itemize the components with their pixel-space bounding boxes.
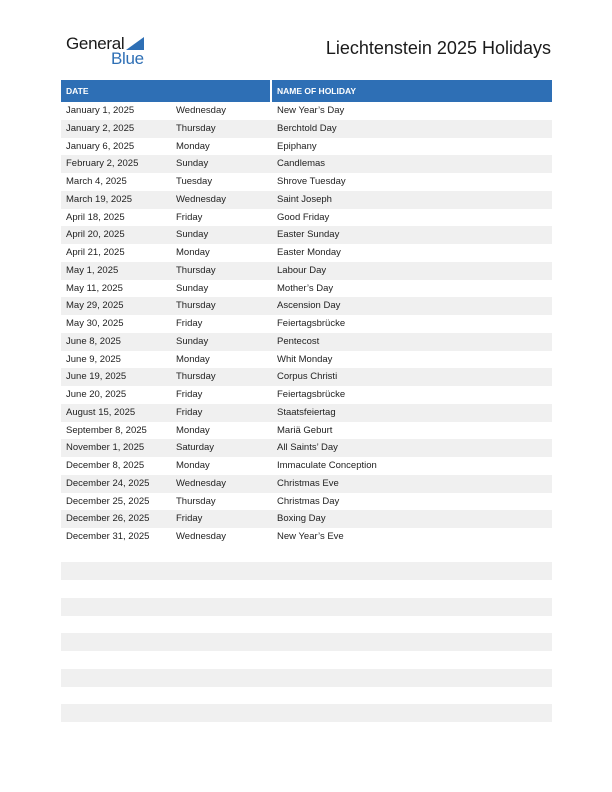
table-row [61, 315, 552, 333]
holiday-name: Berchtold Day [277, 122, 337, 134]
table-row [61, 333, 552, 351]
holiday-name: Whit Monday [277, 353, 333, 365]
holiday-name: Feiertagsbrücke [277, 318, 346, 329]
holiday-date: May 29, 2025 [66, 300, 124, 312]
holiday-weekday: Sunday [176, 158, 209, 170]
holiday-date: February 2, 2025 [66, 158, 139, 170]
table-row [61, 102, 552, 120]
holiday-name: Ascension Day [277, 300, 341, 312]
holiday-name: Christmas Day [277, 495, 340, 507]
holiday-weekday: Sunday [176, 282, 209, 294]
holiday-weekday: Friday [176, 389, 203, 400]
holiday-name: Staatsfeiertag [277, 406, 336, 418]
holiday-name: New Year’s Day [277, 105, 345, 116]
holiday-date: December 24, 2025 [66, 477, 150, 489]
holiday-name: Saint Joseph [277, 193, 332, 205]
holiday-date: April 21, 2025 [66, 247, 125, 258]
holiday-date: May 11, 2025 [66, 282, 123, 294]
table-row [61, 351, 552, 369]
table-row [61, 510, 552, 528]
table-row [61, 262, 552, 280]
table-row [61, 457, 552, 475]
table-row [61, 226, 552, 244]
holiday-weekday: Sunday [176, 229, 209, 241]
table-row [61, 138, 552, 156]
holiday-weekday: Monday [176, 140, 210, 152]
holiday-date: April 18, 2025 [66, 211, 125, 223]
holiday-table-body [61, 102, 552, 546]
holiday-name: New Year’s Eve [277, 531, 344, 542]
holiday-weekday: Friday [176, 211, 203, 223]
holiday-name: Labour Day [277, 264, 327, 276]
holiday-name: Epiphany [277, 140, 317, 152]
holiday-name: Mariä Geburt [277, 424, 333, 436]
holiday-weekday: Wednesday [176, 193, 226, 205]
empty-row [61, 598, 552, 616]
empty-row [61, 633, 552, 651]
holiday-date: June 19, 2025 [66, 371, 127, 383]
empty-row [61, 669, 552, 687]
holiday-name: Easter Sunday [277, 229, 340, 241]
holiday-weekday: Monday [176, 424, 210, 436]
table-row [61, 368, 552, 386]
page-title: Liechtenstein 2025 Holidays [325, 38, 551, 58]
holiday-name: Feiertagsbrücke [277, 389, 346, 400]
holiday-date: September 8, 2025 [66, 424, 147, 436]
table-row [61, 191, 552, 209]
logo-word-blue: Blue [111, 49, 144, 68]
table-row [61, 386, 552, 404]
holiday-name: Candlemas [277, 158, 326, 170]
empty-row [61, 562, 552, 580]
holiday-date: December 8, 2025 [66, 460, 145, 471]
holiday-weekday: Saturday [176, 442, 215, 454]
holiday-weekday: Thursday [176, 122, 216, 134]
table-row [61, 244, 552, 262]
holiday-weekday: Thursday [176, 371, 216, 383]
holiday-name: Shrove Tuesday [277, 176, 346, 187]
table-header [61, 80, 552, 102]
holiday-weekday: Wednesday [176, 477, 226, 489]
holiday-weekday: Sunday [176, 335, 209, 347]
holiday-date: November 1, 2025 [66, 442, 145, 454]
holiday-weekday: Thursday [176, 300, 216, 312]
holiday-weekday: Wednesday [176, 531, 226, 542]
table-row [61, 280, 552, 298]
holiday-name: All Saints’ Day [277, 442, 338, 454]
holiday-name: Boxing Day [277, 513, 326, 525]
holiday-weekday: Monday [176, 247, 210, 258]
holiday-name: Pentecost [277, 335, 320, 347]
holiday-date: January 2, 2025 [66, 122, 135, 134]
table-row [61, 493, 552, 511]
holiday-name: Corpus Christi [277, 371, 338, 383]
table-row [61, 475, 552, 493]
table-row [61, 422, 552, 440]
holiday-date: December 25, 2025 [66, 495, 150, 507]
holiday-date: August 15, 2025 [66, 406, 136, 418]
table-row [61, 528, 552, 546]
generalblue-logo [66, 34, 156, 68]
holiday-date: June 8, 2025 [66, 335, 121, 347]
table-row [61, 404, 552, 422]
table-row [61, 173, 552, 191]
holiday-weekday: Friday [176, 406, 203, 418]
holiday-weekday: Friday [176, 318, 203, 329]
logo-word-general: General [66, 34, 125, 53]
holiday-weekday: Tuesday [176, 176, 213, 187]
holiday-date: January 1, 2025 [66, 105, 135, 116]
holiday-date: June 9, 2025 [66, 353, 121, 365]
empty-row [61, 704, 552, 722]
table-row [61, 209, 552, 227]
holiday-date: June 20, 2025 [66, 389, 127, 400]
holiday-date: April 20, 2025 [66, 229, 125, 241]
table-row [61, 120, 552, 138]
holiday-name: Good Friday [277, 211, 330, 223]
holiday-date: December 31, 2025 [66, 531, 150, 542]
table-row [61, 297, 552, 315]
holiday-date: March 4, 2025 [66, 176, 127, 187]
holiday-name: Christmas Eve [277, 477, 339, 489]
table-row [61, 155, 552, 173]
holiday-name: Immaculate Conception [277, 460, 377, 471]
holiday-weekday: Friday [176, 513, 203, 525]
holiday-name: Mother’s Day [277, 282, 334, 294]
holiday-weekday: Thursday [176, 264, 216, 276]
header-date: DATE [61, 80, 270, 102]
holiday-weekday: Thursday [176, 495, 216, 507]
holiday-date: May 1, 2025 [66, 264, 119, 276]
holiday-weekday: Monday [176, 353, 210, 365]
holiday-date: January 6, 2025 [66, 140, 135, 152]
holiday-name: Easter Monday [277, 247, 341, 258]
holiday-date: May 30, 2025 [66, 318, 124, 329]
holiday-date: December 26, 2025 [66, 513, 150, 525]
header-holiday-name: NAME OF HOLIDAY [272, 80, 552, 102]
table-row [61, 439, 552, 457]
holiday-weekday: Monday [176, 460, 210, 471]
holiday-weekday: Wednesday [176, 105, 226, 116]
holiday-date: March 19, 2025 [66, 193, 133, 205]
